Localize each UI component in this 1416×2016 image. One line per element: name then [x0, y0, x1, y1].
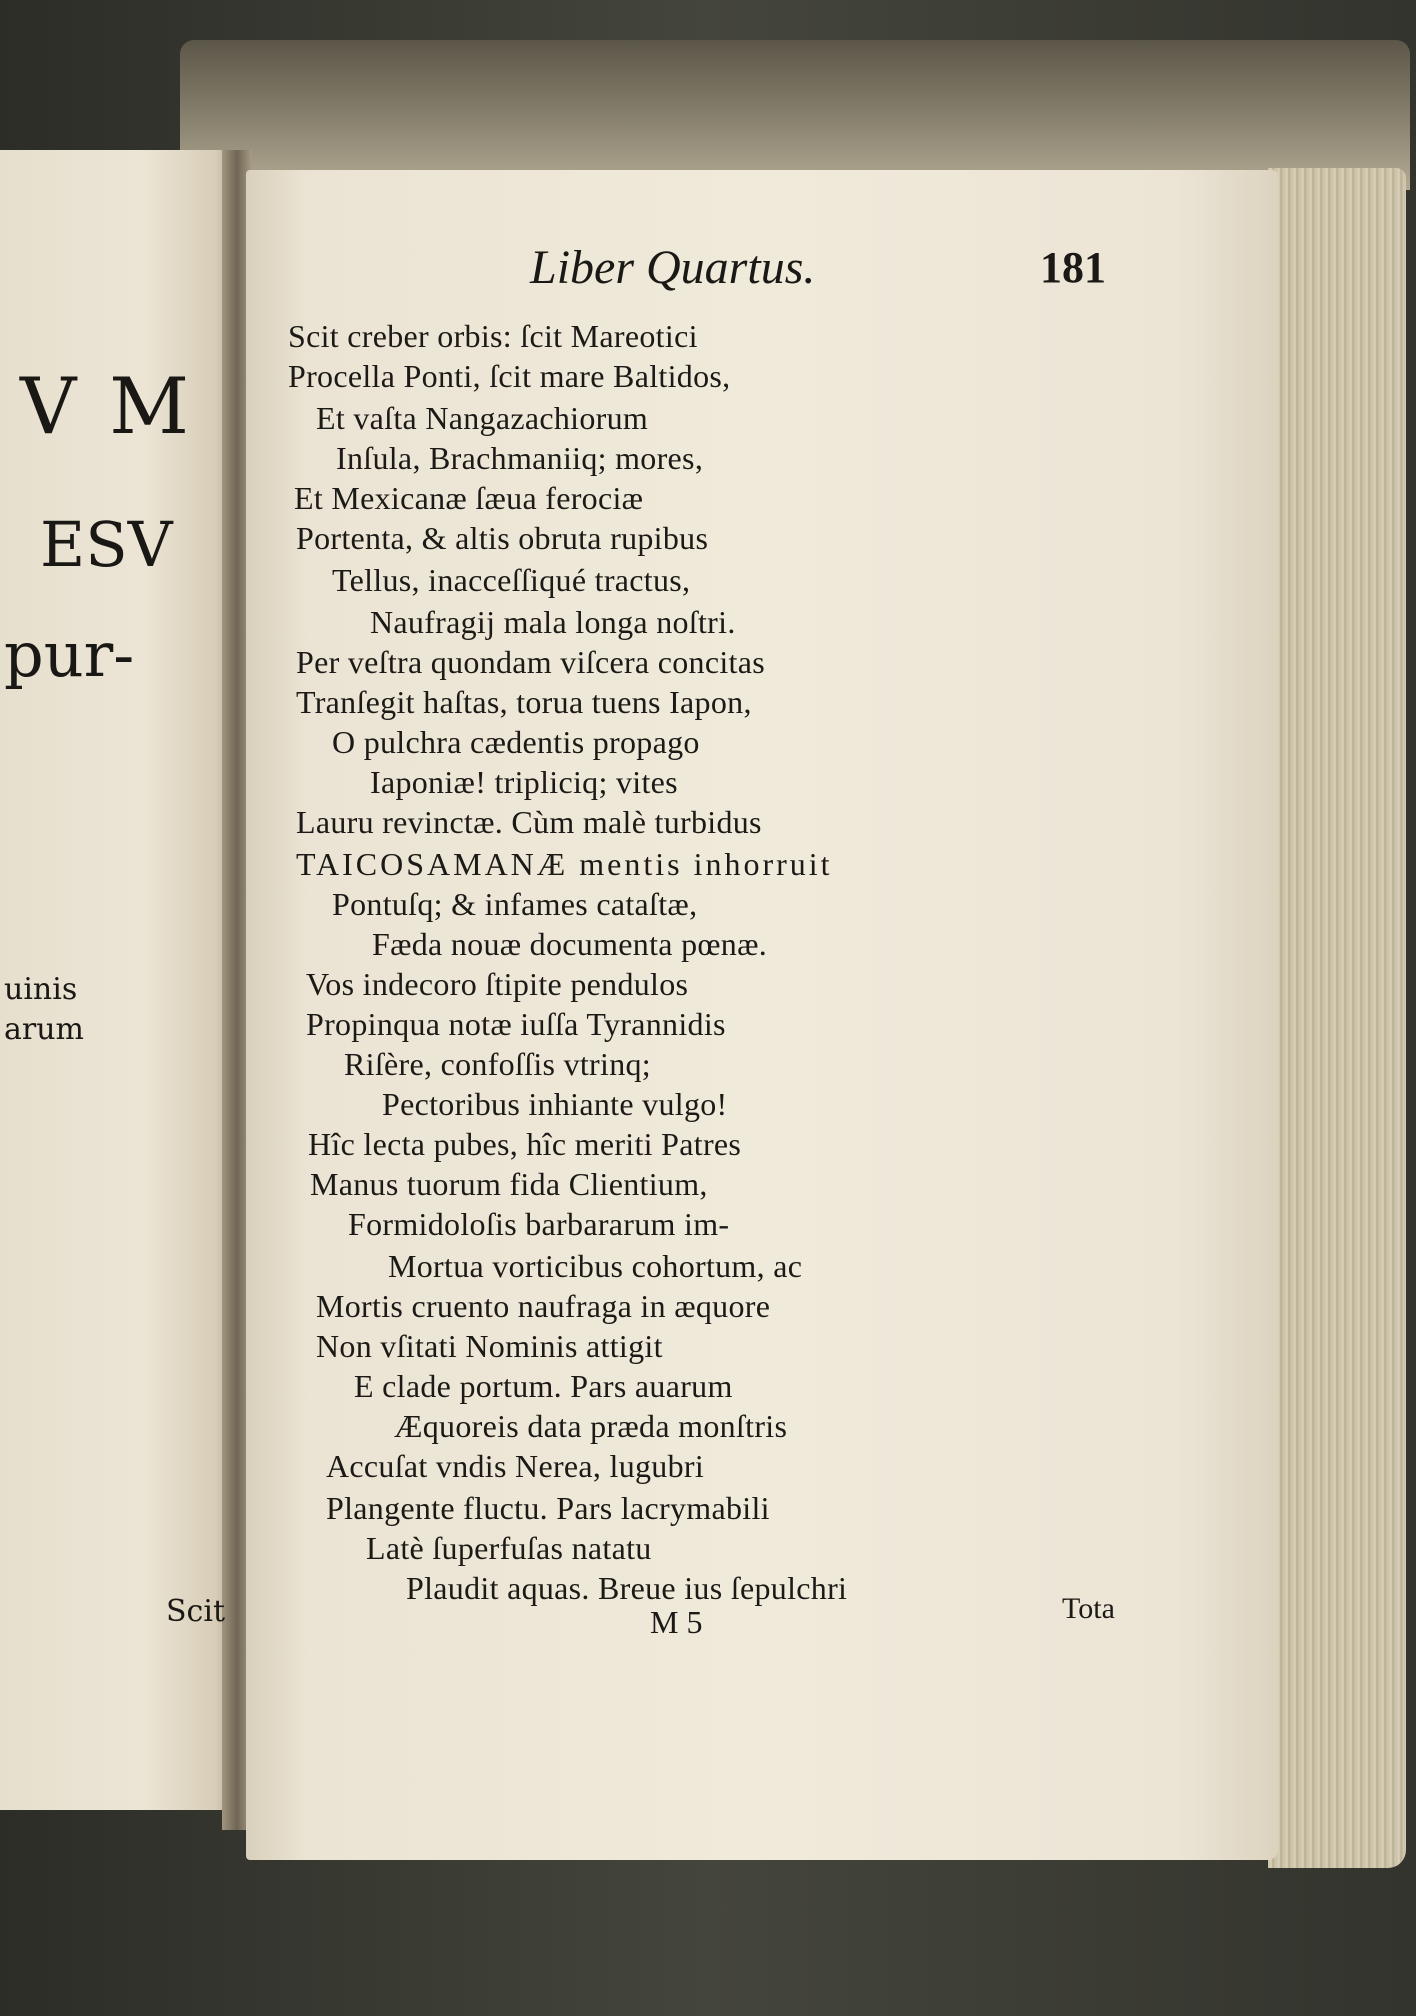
left-fragment-1: V M — [20, 362, 193, 452]
verse-line-11: O pulchra cædentis propago — [332, 724, 700, 760]
verse-line-17: Vos indecoro ſtipite pendulos — [306, 966, 689, 1002]
verse-line-8: Naufragij mala longa noſtri. — [370, 604, 736, 640]
verse-line-4: Inſula, Brachmaniiq; mores, — [336, 440, 704, 476]
signature-mark: M 5 — [650, 1604, 703, 1640]
verse-line-10: Tranſegit haſtas, torua tuens Iapon, — [296, 684, 752, 720]
verse-line-28: Æquoreis data præda monſtris — [394, 1408, 788, 1444]
page-number: 181 — [1040, 243, 1106, 292]
verse-line-18: Propinqua notæ iuſſa Tyrannidis — [306, 1006, 726, 1042]
verse-line-13: Lauru revinctæ. Cùm malè turbidus — [296, 804, 762, 840]
verse-line-9: Per veſtra quondam viſcera concitas — [296, 644, 765, 680]
verse-line-20: Pectoribus inhiante vulgo! — [382, 1086, 728, 1122]
verse-line-24: Mortua vorticibus cohortum, ac — [388, 1248, 803, 1284]
running-header: Liber Quartus. — [530, 241, 816, 294]
book-cover-top — [180, 40, 1410, 190]
page-edges — [1268, 168, 1406, 1868]
verse-line-21: Hîc lecta pubes, hîc meriti Patres — [308, 1126, 742, 1162]
left-fragment-5: arum — [4, 1012, 84, 1047]
left-fragment-4: uinis — [4, 972, 78, 1007]
verse-line-30: Plangente fluctu. Pars lacrymabili — [326, 1490, 770, 1526]
verse-line-7: Tellus, inacceſſiqué tractus, — [332, 562, 691, 598]
verse-line-27: E clade portum. Pars auarum — [354, 1368, 733, 1404]
verse-line-12: Iaponiæ! tripliciq; vites — [370, 764, 678, 800]
verse-line-23: Formidoloſis barbararum im- — [348, 1206, 730, 1242]
verse-line-19: Riſère, confoſſis vtrinq; — [344, 1046, 651, 1082]
verse-line-16: Fæda nouæ documenta pœnæ. — [372, 926, 768, 962]
verse-line-1: Scit creber orbis: ſcit Mareotici — [288, 318, 698, 354]
catchword: Tota — [1062, 1592, 1115, 1625]
left-fragment-3: pur- — [4, 618, 135, 691]
verse-line-3: Et vaſta Nangazachiorum — [316, 400, 649, 436]
verse-line-2: Procella Ponti, ſcit mare Baltidos, — [288, 358, 731, 394]
verse-line-5: Et Mexicanæ ſæua ferociæ — [294, 480, 644, 516]
left-catchword: Scit — [166, 1594, 226, 1629]
verse-line-32: Plaudit aquas. Breue ius ſepulchri — [406, 1570, 848, 1606]
verse-line-29: Accuſat vndis Nerea, lugubri — [326, 1448, 705, 1484]
verse-line-6: Portenta, & altis obruta rupibus — [296, 520, 709, 556]
left-fragment-2: ESV — [40, 508, 173, 581]
verse-line-26: Non vſitati Nominis attigit — [316, 1328, 663, 1364]
verse-line-14: TAICOSAMANÆ mentis inhorruit — [296, 846, 833, 882]
verse-line-31: Latè ſuperfuſas natatu — [366, 1530, 652, 1566]
verse-line-25: Mortis cruento naufraga in æquore — [316, 1288, 771, 1324]
verse-line-15: Pontuſq; & infames cataſtæ, — [332, 886, 698, 922]
verse-line-22: Manus tuorum fida Clientium, — [310, 1166, 708, 1202]
